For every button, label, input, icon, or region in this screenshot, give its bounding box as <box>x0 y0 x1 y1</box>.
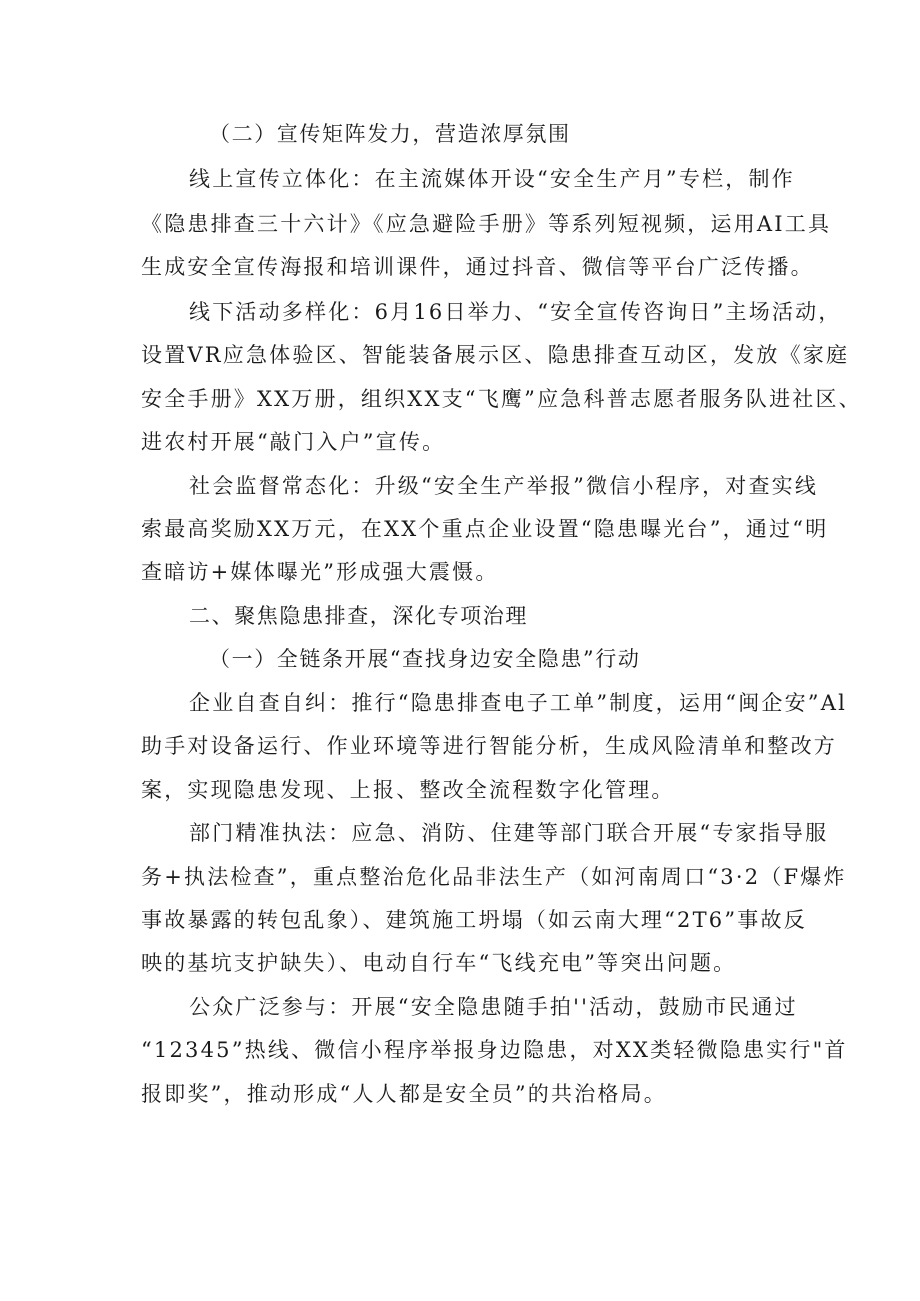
subsection-heading-full-chain-action: （一）全链条开展“查找身边安全隐患”行动 <box>209 647 641 671</box>
paragraph-department-enforcement-line-2: 务+执法检查”，重点整治危化品非法生产（如河南周口“3·2（F爆炸 <box>141 865 847 889</box>
paragraph-enterprise-self-check-line-1: 企业自查自纠：推行“隐患排查电子工单”制度，运用“闽企安”Al <box>189 691 848 715</box>
paragraph-public-participation-line-1: 公众广泛参与：开展“安全隐患随手拍''活动，鼓励市民通过 <box>189 995 798 1019</box>
paragraph-online-publicity-line-3: 生成安全宣传海报和培训课件，通过抖音、微信等平台广泛传播。 <box>141 255 814 279</box>
paragraph-public-participation-line-3: 报即奖”，推动形成“人人都是安全员”的共治格局。 <box>141 1082 668 1106</box>
subsection-heading-publicity: （二）宣传矩阵发力，营造浓厚氛围 <box>209 122 571 146</box>
paragraph-public-participation-line-2: “12345”热线、微信小程序举报身边隐患，对XX类轻微隐患实行"首 <box>141 1038 848 1062</box>
paragraph-social-supervision-line-1: 社会监督常态化：升级“安全生产举报”微信小程序，对查实线 <box>189 474 819 498</box>
paragraph-online-publicity-line-1: 线上宣传立体化：在主流媒体开设“安全生产月”专栏，制作 <box>189 167 795 191</box>
paragraph-online-publicity-line-2: 《隐患排查三十六计》《应急避险手册》等系列短视频，运用AI工具 <box>141 212 832 236</box>
paragraph-social-supervision-line-3: 查暗访+媒体曝光”形成强大震慑。 <box>141 560 499 584</box>
paragraph-enterprise-self-check-line-2: 助手对设备运行、作业环境等进行智能分析，生成风险清单和整改方 <box>141 734 837 758</box>
paragraph-department-enforcement-line-4: 映的基坑支护缺失）、电动自行车“飞线充电”等突出问题。 <box>141 951 737 975</box>
paragraph-enterprise-self-check-line-3: 案，实现隐患发现、上报、整改全流程数字化管理。 <box>141 778 675 802</box>
paragraph-department-enforcement-line-3: 事故暴露的转包乱象）、建筑施工坍塌（如云南大理“2T6”事故反 <box>141 908 807 932</box>
paragraph-social-supervision-line-2: 索最高奖励XX万元，在XX个重点企业设置“隐患曝光台”，通过“明 <box>141 517 829 541</box>
paragraph-offline-activities-line-2: 设置VR应急体验区、智能装备展示区、隐患排查互动区，发放《家庭 <box>141 343 850 367</box>
paragraph-offline-activities-line-4: 进农村开展“敲门入户”宣传。 <box>141 430 446 454</box>
paragraph-offline-activities-line-1: 线下活动多样化：6月16日举力、“安全宣传咨询日”主场活动， <box>189 300 842 324</box>
paragraph-offline-activities-line-3: 安全手册》XX万册，组织XX支“飞鹰”应急科普志愿者服务队进社区、 <box>141 387 862 411</box>
paragraph-department-enforcement-line-1: 部门精准执法：应急、消防、住建等部门联合开展“专家指导服 <box>189 821 829 845</box>
section-heading-hazard-inspection: 二、聚焦隐患排查，深化专项治理 <box>189 604 528 628</box>
